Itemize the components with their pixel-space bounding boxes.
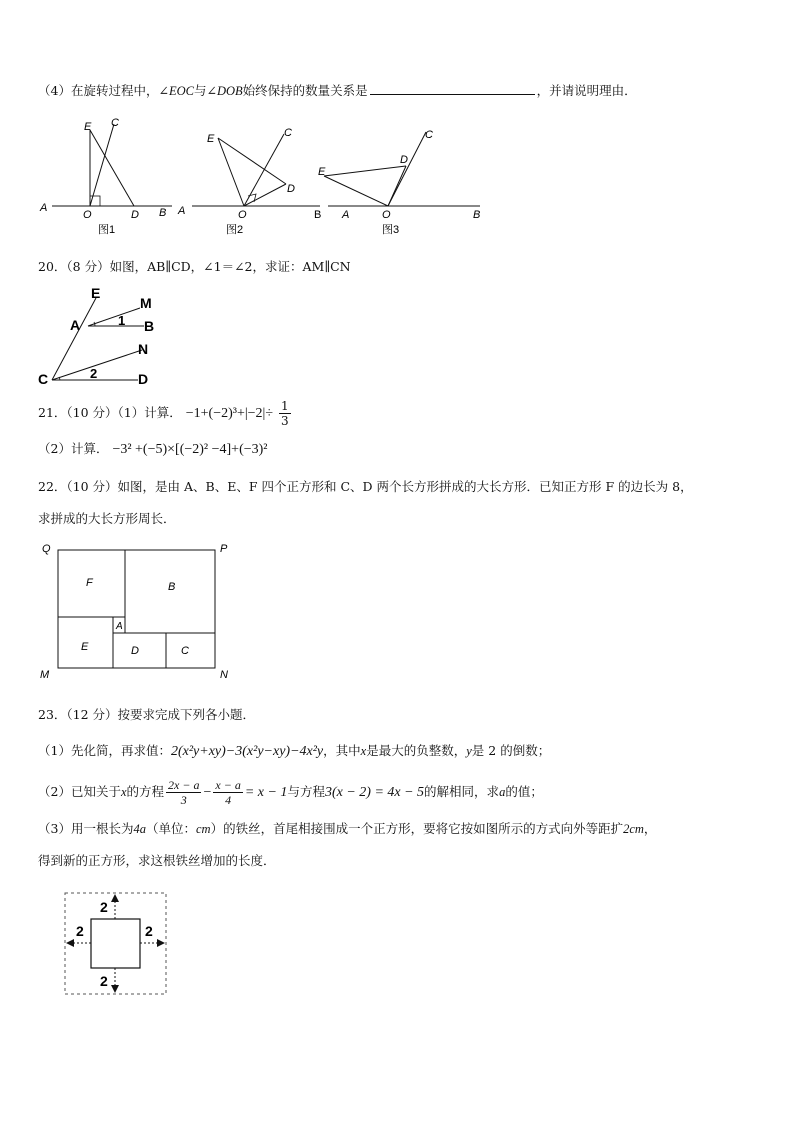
fig1-label-c: C <box>111 117 119 129</box>
fig2-label-e: E <box>207 133 215 145</box>
q23-dist-top: 2 <box>100 899 108 915</box>
q20-label-e: E <box>91 285 101 301</box>
q20-label-n: N <box>138 341 149 357</box>
q23-p2-x: x <box>120 785 127 799</box>
q20-text: 20．（8 分）如图，AB∥CD，∠1＝∠2，求证：AM∥CN <box>38 259 351 274</box>
q23-p1-cond1: 是最大的负整数， <box>366 743 467 758</box>
q23-p3-unit: cm <box>195 822 211 836</box>
q19-figure-2 <box>174 110 334 240</box>
q19-part4-prefix: （4）在旋转过程中， <box>38 83 159 98</box>
q23-p2-fraction-2 <box>213 778 242 807</box>
q23-p3-c: ）的铁丝，首尾相接围成一个正方形，要将它按如图所示的方式向外等距扩 <box>210 821 624 836</box>
q23-p1-expr: 2(x²y+xy)−3(x²y−xy)−4x²y <box>170 744 324 759</box>
q22-square-a: A <box>116 621 123 632</box>
q21-part2 <box>38 440 268 459</box>
q19-part4-suffix: 始终保持的数量关系是 <box>242 83 368 98</box>
q20-label-b: B <box>144 318 155 334</box>
fig2-label-c: C <box>284 127 292 139</box>
q19-part4-tail: ，并请说明理由． <box>536 83 637 98</box>
q20-label-a: A <box>70 317 81 333</box>
q21-part2-expr: −3² +(−5)×[(−2)² −4]+(−3)² <box>112 442 268 457</box>
q23-p1-prefix: （1）先化简，再求值： <box>38 743 171 758</box>
q23-figure <box>62 890 172 1000</box>
fig1-label-b: B <box>159 207 167 219</box>
q21-part1-fraction <box>279 399 291 428</box>
q23-p2-minus: − <box>203 785 212 800</box>
fig2-label-o: O <box>238 209 247 221</box>
q23-dist-left: 2 <box>76 923 84 939</box>
q19-part4-line <box>38 82 637 100</box>
q23-dist-bottom: 2 <box>100 973 108 989</box>
q20-label-1: 1 <box>118 313 126 328</box>
q23-p1-x: x <box>360 744 367 758</box>
fig1-label-o: O <box>83 209 92 221</box>
q22-line1: 22．（10 分）如图，是由 A、B、E、F 四个正方形和 C、D 两个长方形拼成的大长方形．已知正方形 F 的边长为 8， <box>38 479 693 494</box>
q23-p2-tail: 的解相同，求 <box>424 784 500 799</box>
q22-figure <box>38 538 238 684</box>
fig2-label-a: A <box>178 205 186 217</box>
q22-square-f: F <box>86 577 93 589</box>
fig1-label-a: A <box>40 202 48 214</box>
q19-figure-3 <box>312 110 492 240</box>
q22-square-e: E <box>81 641 89 653</box>
q20-label-2: 2 <box>90 366 98 381</box>
frac-denominator: 3 <box>180 793 187 807</box>
q23-p1-y: y <box>466 744 472 758</box>
fig3-label-c: C <box>425 129 433 141</box>
q23-p2-rhs: = x − 1 <box>244 785 288 800</box>
fig3-label-a: A <box>342 209 350 221</box>
q20-label-d: D <box>138 371 149 387</box>
frac-denominator: 3 <box>281 414 289 428</box>
q23-p3-a: （3）用一根长为 <box>38 821 134 836</box>
angle-eoc: ∠EOC <box>158 84 194 98</box>
q23-p3-d: ， <box>643 821 657 836</box>
q22-rect-d: D <box>131 645 139 657</box>
fig1-label-d: D <box>131 209 139 221</box>
fig2-label-b: B <box>314 209 322 221</box>
q23-p2-fraction-1 <box>166 778 201 807</box>
q22-line2: 求拼成的大长方形周长． <box>38 511 176 526</box>
frac-numerator: 2x − a <box>168 778 200 792</box>
q23-p3-dist: 2cm <box>623 822 644 836</box>
fig3-label-o: O <box>382 209 391 221</box>
q23-p2-prefix: （2）已知关于 <box>38 784 121 799</box>
q22-label-q: Q <box>42 543 51 555</box>
fig3-label-e: E <box>318 166 326 178</box>
answer-blank <box>370 82 535 95</box>
q19-mid: 与 <box>193 83 207 98</box>
q22-label-n: N <box>220 669 228 681</box>
q23-p2-eq2: 3(x − 2) = 4x − 5 <box>324 785 425 800</box>
frac-numerator: x − a <box>215 778 241 792</box>
q22-square-b: B <box>168 581 176 593</box>
q23-p1-mid: ，其中 <box>323 743 361 758</box>
q23-p2-with: 与方程 <box>287 784 325 799</box>
angle-dob: ∠DOB <box>206 84 243 98</box>
q23-dist-right: 2 <box>145 923 153 939</box>
q23-p2-a: a <box>499 785 506 799</box>
fig1-label-e: E <box>84 121 92 133</box>
q22-label-m: M <box>40 669 50 681</box>
fig1-caption: 图1 <box>98 224 116 236</box>
q21-part2-prefix: （2）计算． <box>38 441 109 456</box>
q21-part1 <box>38 398 293 429</box>
q23-part1 <box>38 742 550 761</box>
fig2-caption: 图2 <box>226 224 244 236</box>
q22-rect-c: C <box>181 645 189 657</box>
q23-part3-line1 <box>38 820 656 838</box>
q19-figure-1 <box>38 110 178 240</box>
q23-p1-cond2: 是 2 的倒数； <box>471 743 551 758</box>
q20-figure <box>36 284 176 388</box>
q21-part1-expr: −1+(−2)³+|−2|÷ <box>185 406 274 421</box>
q23-p3-b: （单位： <box>145 821 196 836</box>
q22-label-p: P <box>220 543 228 555</box>
q23-p2-mid: 的方程 <box>126 784 165 799</box>
fig3-label-d: D <box>400 154 408 166</box>
fig3-caption: 图3 <box>382 224 400 236</box>
fig2-label-d: D <box>287 183 295 195</box>
fig3-label-b: B <box>473 209 481 221</box>
q23-p2-end: 的值； <box>505 784 543 799</box>
q20-label-c: C <box>38 371 49 387</box>
q23-part2 <box>38 776 543 809</box>
q23-p3-len: 4a <box>133 822 146 836</box>
q21-part1-prefix: 21．（10 分）（1）计算． <box>38 405 182 420</box>
q23-part3-line2: 得到新的正方形，求这根铁丝增加的长度． <box>38 853 276 868</box>
frac-numerator: 1 <box>281 399 289 413</box>
q20-label-m: M <box>140 295 152 311</box>
frac-denominator: 4 <box>225 793 232 807</box>
q23-header: 23．（12 分）按要求完成下列各小题． <box>38 707 256 722</box>
